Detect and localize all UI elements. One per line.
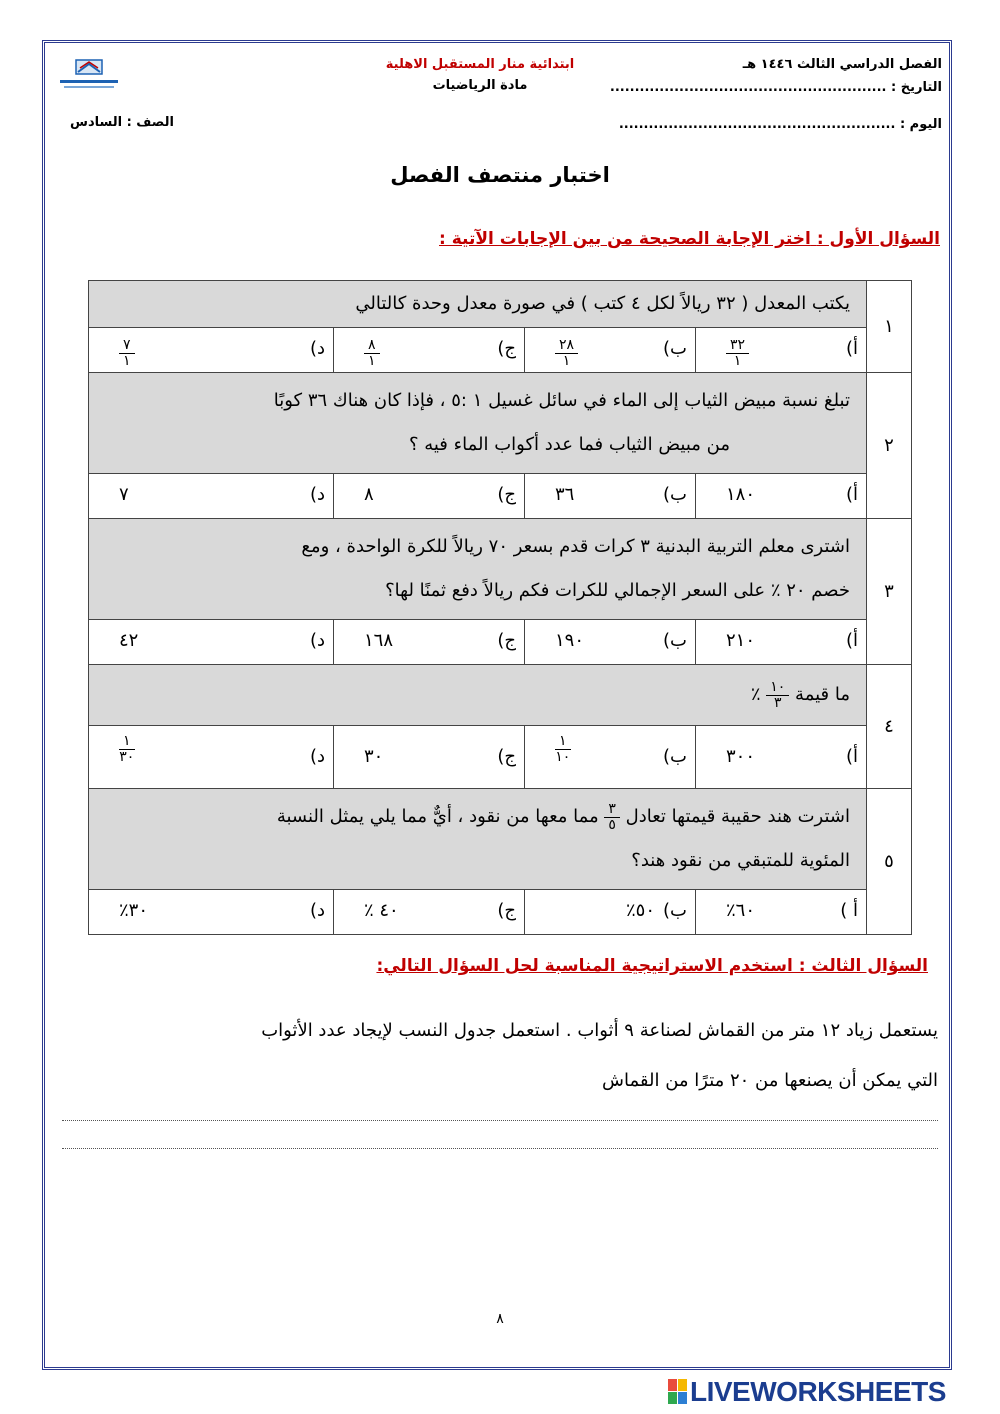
answer-option[interactable]: ب) $\frac{٢٨}{١}$ [525, 328, 696, 373]
answer-line[interactable] [62, 1120, 938, 1121]
question-stem [89, 665, 867, 726]
answer-option[interactable]: د) ٧ [89, 474, 334, 519]
date-field[interactable]: التاريخ : ........................................................ [609, 80, 942, 95]
answer-option[interactable]: ج) $\frac{٨}{١}$ [334, 328, 525, 373]
stem-line: من مبيض الثياب فما عدد أكواب الماء فيه ؟ [408, 434, 730, 455]
liveworksheets-logo-icon [668, 1379, 688, 1405]
semester-label: الفصل الدراسي الثالث ١٤٤٦ هـ [742, 57, 942, 72]
answer-option[interactable]: أ ) ٦٠٪ [696, 890, 867, 935]
question-table [88, 280, 912, 935]
section1-label: السؤال الأول : [816, 229, 940, 249]
school-logo [56, 58, 122, 94]
exam-title: اختبار منتصف الفصل [390, 163, 610, 187]
question-number: ٥ [867, 789, 912, 935]
stem-line: اشترت هند حقيبة قيمتها تعادل $\frac{٣}{٥}$ مما معها من نقود ، أيٌّ مما يلي يمثل النسبة [276, 800, 850, 833]
page-number: ٨ [496, 1311, 504, 1327]
question-stem: يكتب المعدل ( ٣٢ ريالاً لكل ٤ كتب ) في صورة معدل وحدة كالتالي [89, 281, 867, 328]
stem-line: تبلغ نسبة مبيض الثياب إلى الماء في سائل غسيل ١ :٥ ، فإذا كان هناك ٣٦ كوبًا [273, 390, 850, 411]
question-stem [89, 519, 867, 620]
section1-instruction: اختر الإجابة الصحيحة من بين الإجابات الآتية : [439, 229, 811, 249]
school-name: ابتدائية منار المستقبل الاهلية [385, 57, 575, 72]
stem-line: المئوية للمتبقي من نقود هند؟ [631, 850, 850, 871]
stem-line: خصم ٢٠ ٪ على السعر الإجمالي للكرات فكم ريالاً دفع ثمنًا لها؟ [385, 580, 850, 601]
question-stem [89, 789, 867, 890]
question-number: ١ [867, 281, 912, 373]
answer-option[interactable]: ج) ٣٠ [334, 726, 525, 789]
percent-sign: ٪ [750, 684, 761, 705]
grade-label: الصف : السادس [70, 115, 174, 130]
footer-brand[interactable]: LIVEWORKSHEETS [690, 1376, 946, 1407]
answer-option[interactable]: ب) ٣٦ [525, 474, 696, 519]
answer-option[interactable]: د) ٤٢ [89, 620, 334, 665]
section3-heading: السؤال الثالث : استخدم الاستراتيجية المناسبة لحل السؤال التالي: [376, 956, 928, 976]
answer-option[interactable]: ب) ٥٠٪ [525, 890, 696, 935]
answer-option[interactable]: أ) ١٨٠ [696, 474, 867, 519]
answer-option[interactable]: د) ٣٠٪ [89, 890, 334, 935]
stem-line: اشترى معلم التربية البدنية ٣ كرات قدم بسعر ٧٠ ريالاً للكرة الواحدة ، ومع [301, 536, 850, 557]
answer-option[interactable]: أ) $\frac{٣٢}{١}$ [696, 328, 867, 373]
answer-option[interactable]: ج) ٨ [334, 474, 525, 519]
stem-fraction: $\frac{١٠}{٣}$ [766, 680, 789, 711]
answer-line[interactable] [62, 1148, 938, 1149]
answer-option[interactable]: ب) $\frac{١}{١٠}$ [525, 726, 696, 789]
answer-option[interactable]: د) $\frac{١}{٣٠}$ [89, 726, 334, 789]
question-number: ٢ [867, 373, 912, 519]
answer-option[interactable]: أ) ٢١٠ [696, 620, 867, 665]
question-number: ٤ [867, 665, 912, 789]
section3-line1: يستعمل زياد ١٢ متر من القماش لصناعة ٩ أثواب . استعمل جدول النسب لإيجاد عدد الأثواب [261, 1020, 938, 1041]
answer-option[interactable]: ج) ١٦٨ [334, 620, 525, 665]
section3-line2: التي يمكن أن يصنعها من ٢٠ مترًا من القماش [602, 1070, 938, 1091]
question-number: ٣ [867, 519, 912, 665]
day-field[interactable]: اليوم : ........................................................ [618, 117, 942, 132]
stem-text: ما قيمة [795, 684, 850, 705]
answer-option[interactable]: ب) ١٩٠ [525, 620, 696, 665]
answer-option[interactable]: د) $\frac{٧}{١}$ [89, 328, 334, 373]
subject-label: مادة الرياضيات [432, 78, 528, 93]
section1-heading [439, 229, 940, 249]
answer-option[interactable]: ج) ٤٠ ٪ [334, 890, 525, 935]
answer-option[interactable]: أ) ٣٠٠ [696, 726, 867, 789]
question-stem [89, 373, 867, 474]
